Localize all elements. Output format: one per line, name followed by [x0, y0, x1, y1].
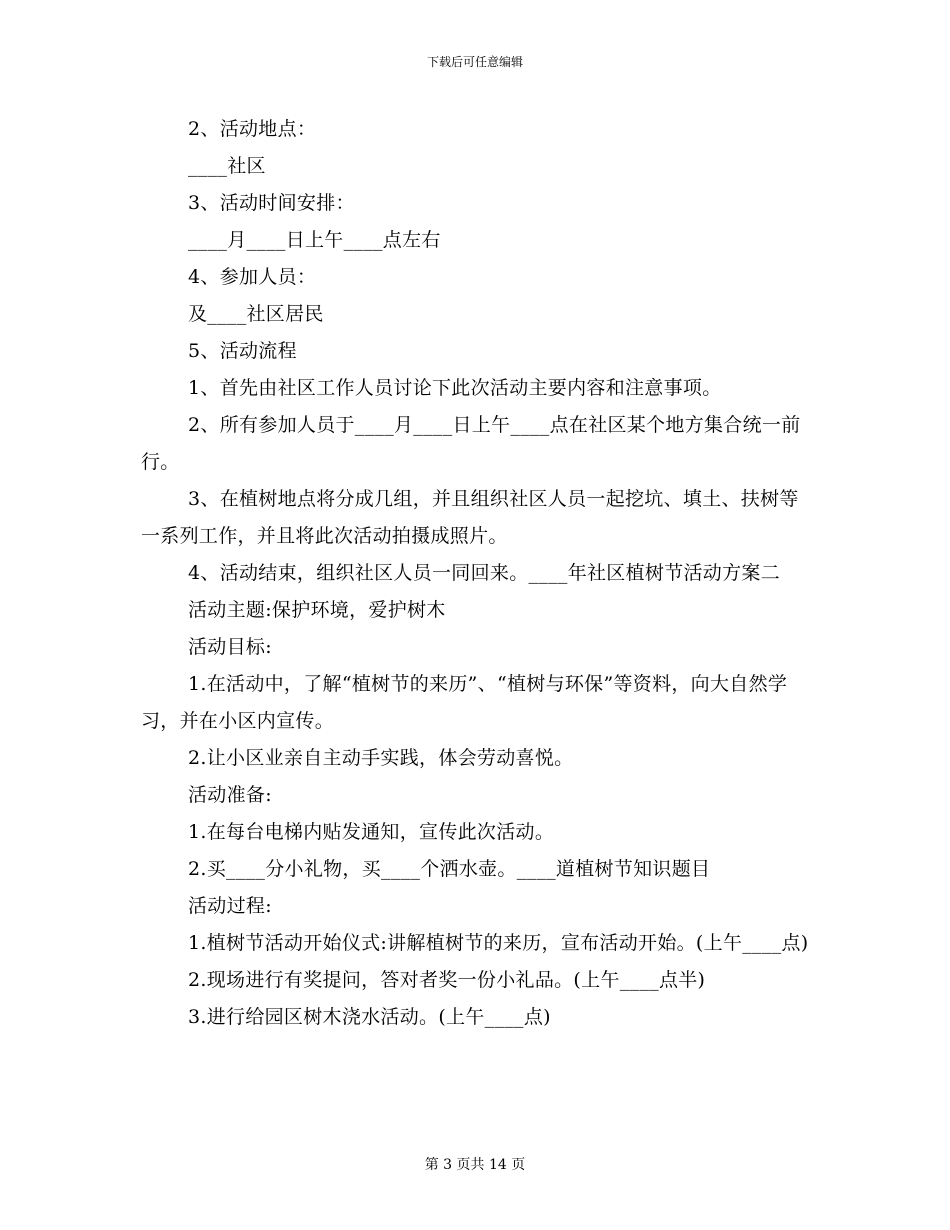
paragraph: 1.在活动中，了解“植树节的来历”、“植树与环保”等资料，向大自然学习，并在小区内宣传。	[141, 673, 788, 732]
paragraph: 2.买____分小礼物，买____个洒水壶。____道植树节知识题目	[188, 858, 711, 880]
paragraph: 5、活动流程	[188, 340, 297, 362]
paragraph: 活动准备:	[188, 784, 272, 806]
paragraph: 2.让小区业亲自主动手实践，体会劳动喜悦。	[188, 747, 574, 769]
paragraph: 活动目标:	[188, 636, 272, 658]
paragraph: 1.在每台电梯内贴发通知，宣传此次活动。	[188, 821, 555, 843]
paragraph: ____社区	[188, 155, 266, 177]
paragraph: 1.植树节活动开始仪式:讲解植树节的来历，宣布活动开始。(上午____点)	[188, 932, 809, 954]
page-header: 下载后可任意编辑	[426, 55, 523, 69]
paragraph: 2、活动地点：	[188, 118, 317, 140]
paragraph: 3、在植树地点将分成几组，并且组织社区人员一起挖坑、填土、扶树等一系列工作，并且将此次活动拍摄成照片。	[141, 488, 799, 547]
paragraph: 活动过程:	[188, 895, 272, 917]
document-body	[141, 111, 809, 1036]
paragraph: 4、活动结束，组织社区人员一同回来。____年社区植树节活动方案二	[188, 562, 780, 584]
paragraph: 3.进行给园区树木浇水活动。(上午____点)	[188, 1006, 551, 1028]
page-footer: 第 3 页共 14 页	[424, 1157, 526, 1173]
paragraph: 3、活动时间安排：	[188, 192, 355, 214]
paragraph: 1、首先由社区工作人员讨论下此次活动主要内容和注意事项。	[188, 377, 722, 399]
paragraph: 2.现场进行有奖提问，答对者奖一份小礼品。(上午____点半)	[188, 969, 706, 991]
paragraph: 2、所有参加人员于____月____日上午____点在社区某个地方集合统一前行。	[141, 414, 801, 473]
paragraph: 4、参加人员：	[188, 266, 317, 288]
paragraph: ____月____日上午____点左右	[188, 229, 441, 251]
paragraph: 及____社区居民	[188, 303, 324, 325]
paragraph: 活动主题:保护环境，爱护树木	[188, 599, 446, 621]
